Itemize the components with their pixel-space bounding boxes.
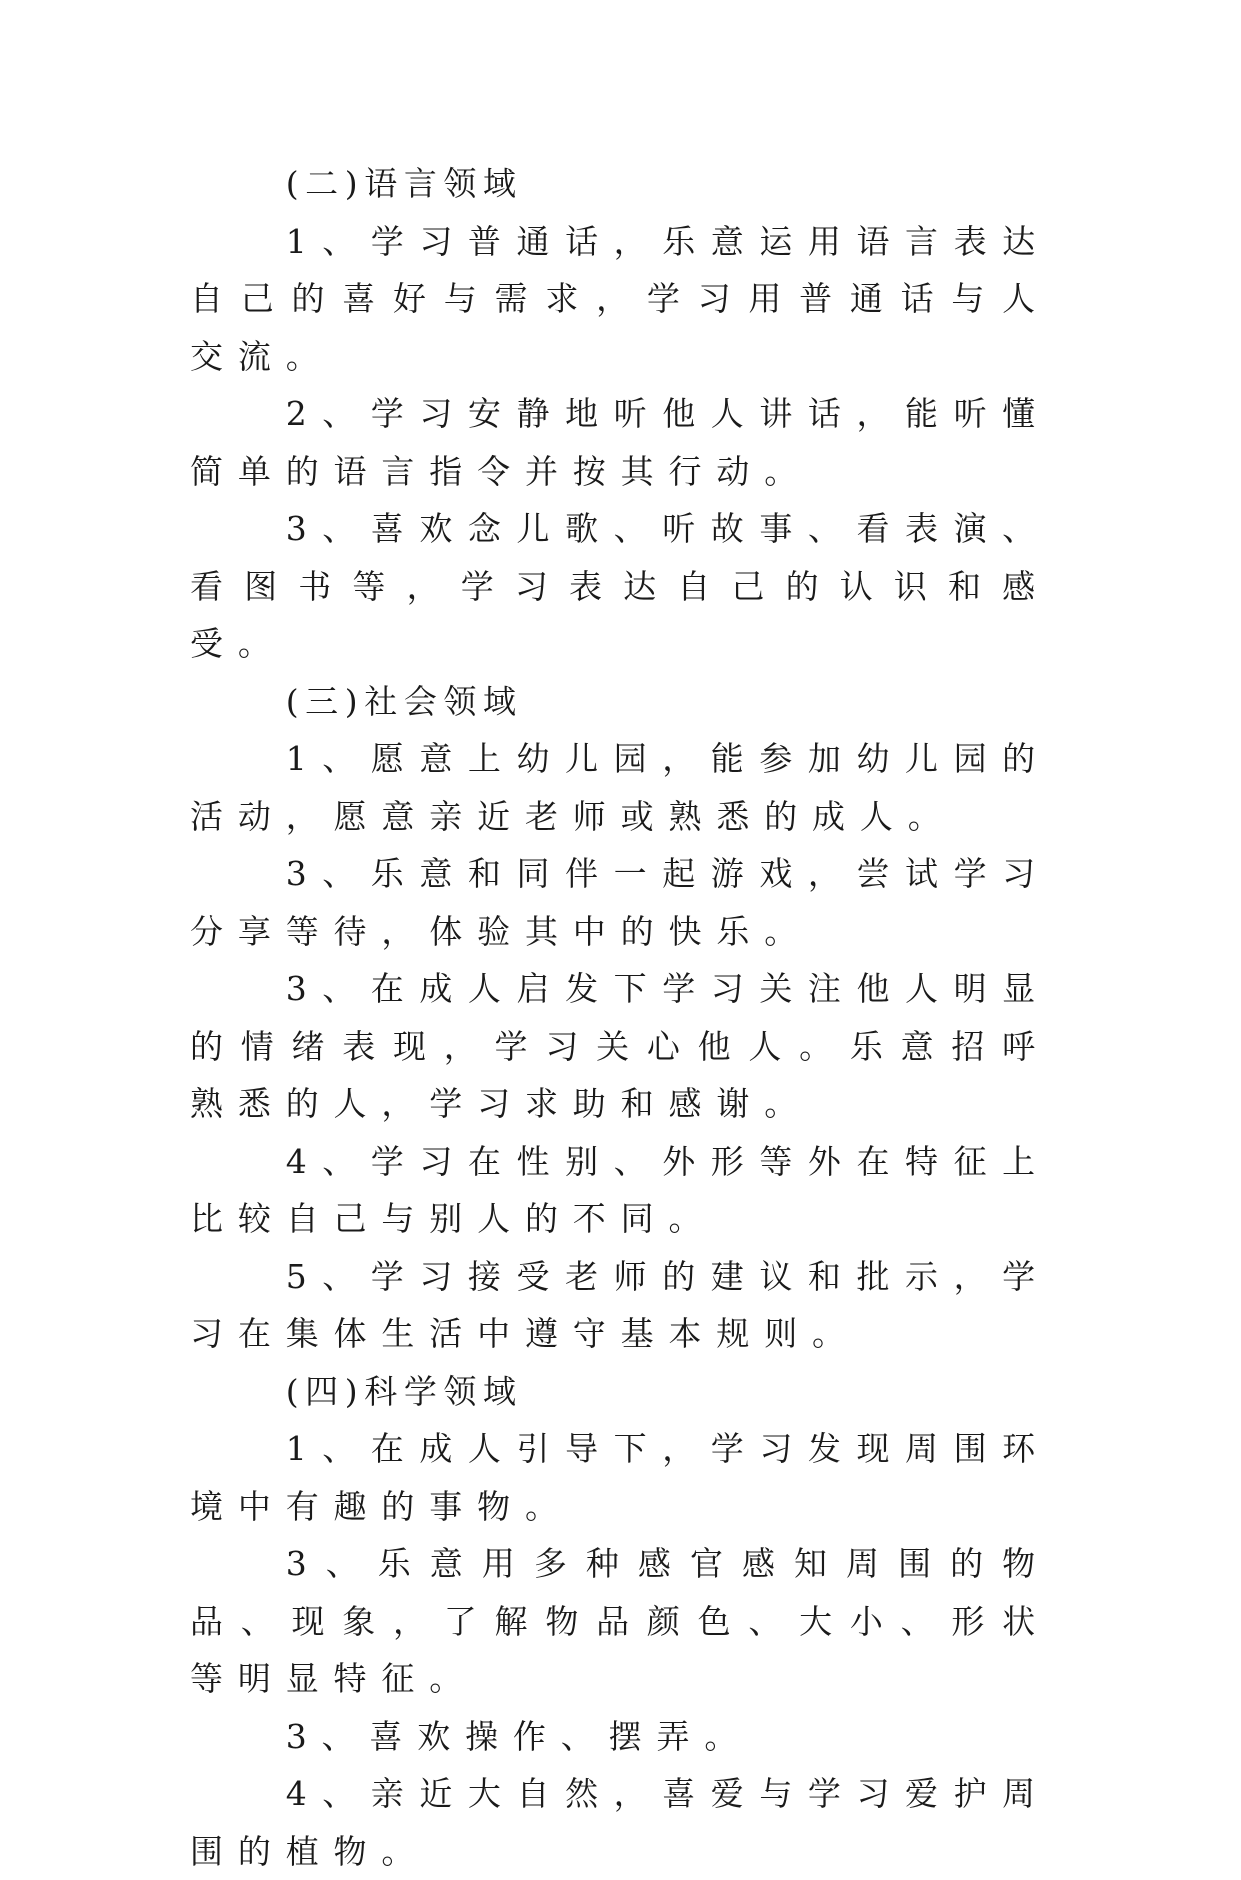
list-item: 3、乐意和同伴一起游戏，尝试学习分享等待，体验其中的快乐。 — [190, 854, 1050, 951]
list-item: 2、学习安静地听他人讲话，能听懂简单的语言指令并按其行动。 — [190, 394, 1050, 491]
list-item: 5、学习接受老师的建议和批示，学习在集体生活中遵守基本规则。 — [190, 1256, 1050, 1353]
list-item: 1、学习普通话，乐意运用语言表达自己的喜好与需求，学习用普通话与人交流。 — [190, 221, 1050, 376]
section-heading-social: (三)社会领域 — [285, 681, 523, 721]
list-item: 3、乐意用多种感官感知周围的物品、现象，了解物品颜色、大小、形状等明显特征。 — [190, 1544, 1050, 1698]
list-item: 4、学习在性别、外形等外在特征上比较自己与别人的不同。 — [190, 1141, 1050, 1238]
section-heading-science: (四)科学领域 — [285, 1371, 523, 1411]
document-page — [190, 155, 1050, 1880]
list-item: 3、在成人启发下学习关注他人明显的情绪表现，学习关心他人。乐意招呼熟悉的人，学习求助和感谢。 — [190, 969, 1050, 1123]
list-item: 3、喜欢操作、摆弄。 — [285, 1716, 753, 1756]
list-item: 4、亲近大自然，喜爱与学习爱护周围的植物。 — [190, 1774, 1050, 1871]
section-heading-language: (二)语言领域 — [285, 164, 523, 203]
list-item: 1、在成人引导下，学习发现周围环境中有趣的事物。 — [190, 1429, 1050, 1526]
list-item: 3、喜欢念儿歌、听故事、看表演、看图书等，学习表达自己的认识和感受。 — [190, 509, 1050, 663]
list-item: 1、愿意上幼儿园，能参加幼儿园的活动，愿意亲近老师或熟悉的成人。 — [190, 739, 1050, 836]
